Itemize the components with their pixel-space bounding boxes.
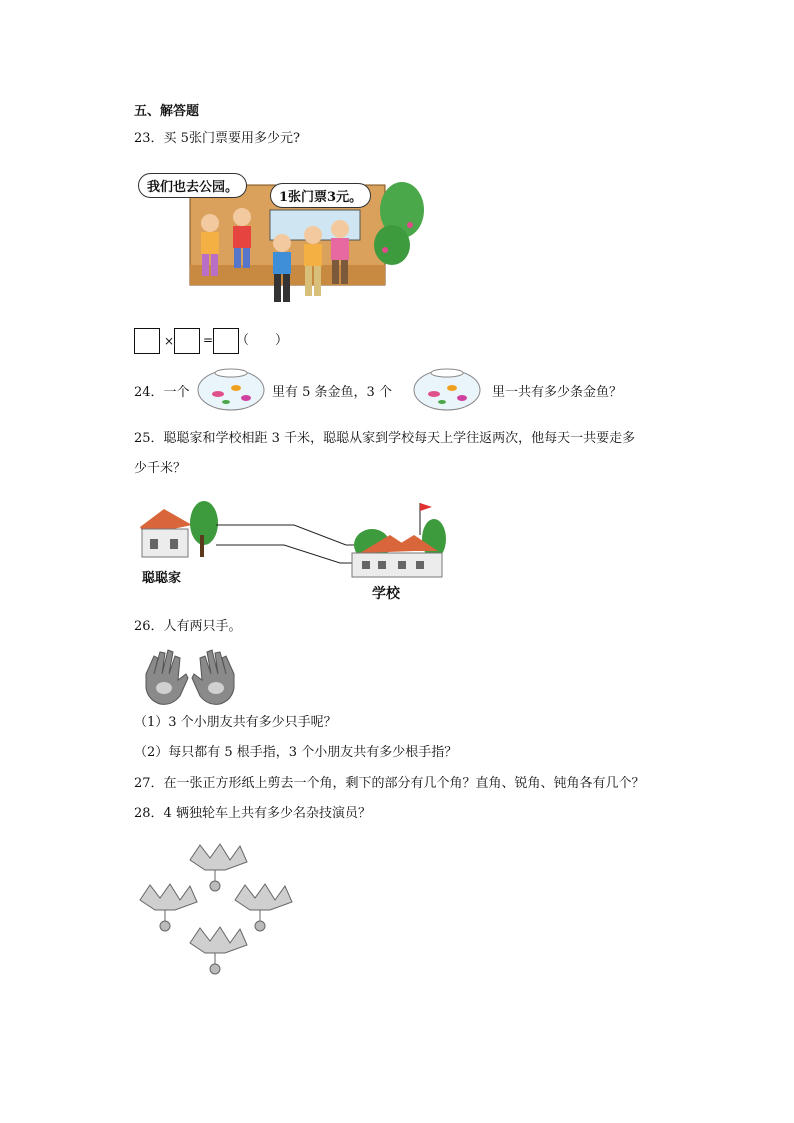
unit-paren: （ ） xyxy=(236,333,289,348)
fishbowl-image-1 xyxy=(196,366,266,414)
answer-box-2[interactable] xyxy=(174,328,200,354)
speech-bubble-right: 1张门票3元。 xyxy=(270,183,371,208)
question-26-text: 26．人有两只手。 xyxy=(134,619,242,634)
speech-bubble-left: 我们也去公园。 xyxy=(138,173,247,198)
home-school-diagram xyxy=(134,495,449,605)
question-27-text: 27．在一张正方形纸上剪去一个角，剩下的部分有几个角？直角、锐角、钝角各有几个？ xyxy=(134,776,645,791)
question-26-sub1: （1）3 个小朋友共有多少只手呢？ xyxy=(134,715,337,730)
equals-sign: = xyxy=(203,333,214,347)
question-24-suffix: 里一共有多少条金鱼？ xyxy=(492,385,623,400)
question-26-sub2: （2）每只都有 5 根手指，3 个小朋友共有多少根手指？ xyxy=(134,745,458,760)
home-label: 聪聪家 xyxy=(142,571,182,586)
fishbowl-image-2 xyxy=(412,366,482,414)
answer-box-1[interactable] xyxy=(134,328,160,354)
question-25-line1: 25．聪聪家和学校相距 3 千米，聪聪从家到学校每天上学往返两次，他每天一共要走多 xyxy=(134,431,636,446)
question-24-prefix: 24．一个 xyxy=(134,385,190,400)
section-heading: 五、解答题 xyxy=(134,104,200,119)
school-label: 学校 xyxy=(372,586,400,602)
question-25-line2: 少千米？ xyxy=(134,461,187,476)
question-24-mid: 里有 5 条金鱼，3 个 xyxy=(272,385,392,400)
two-hands-image xyxy=(140,644,240,708)
question-28-text: 28．4 辆独轮车上共有多少名杂技演员？ xyxy=(134,806,371,821)
park-ticket-illustration xyxy=(130,165,430,320)
times-sign: × xyxy=(164,334,175,348)
unicycle-acrobats-image xyxy=(130,835,305,985)
question-23-text: 23．买 5张门票要用多少元? xyxy=(134,131,300,146)
